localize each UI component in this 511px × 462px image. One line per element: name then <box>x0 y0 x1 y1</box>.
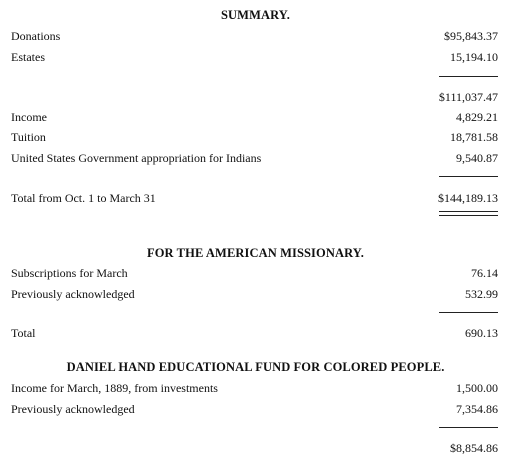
subtotal-rule <box>439 76 498 77</box>
summary-total-label: Total from Oct. 1 to March 31 <box>11 191 156 205</box>
hand-total-rule <box>439 427 498 428</box>
summary-total-rule <box>439 176 498 177</box>
missionary-total-label: Total <box>11 326 36 340</box>
hand-income-label: Income for March, 1889, from investments <box>11 381 218 395</box>
missionary-heading: FOR THE AMERICAN MISSIONARY. <box>147 246 364 260</box>
gov-appropriation-label: United States Government appropriation for Indians <box>11 151 262 165</box>
missionary-previous-amount: 532.99 <box>465 287 498 301</box>
donations-label: Donations <box>11 29 61 43</box>
donations-amount: $95,843.37 <box>444 29 498 43</box>
tuition-amount: 18,781.58 <box>450 130 498 144</box>
missionary-total-amount: 690.13 <box>465 326 498 340</box>
subtotal-amount: $111,037.47 <box>438 90 498 104</box>
summary-heading: SUMMARY. <box>221 8 290 22</box>
hand-previous-amount: 7,354.86 <box>456 402 498 416</box>
missionary-previous-label: Previously acknowledged <box>11 287 135 301</box>
hand-income-amount: 1,500.00 <box>456 381 498 395</box>
subscriptions-amount: 76.14 <box>471 266 498 280</box>
hand-total-amount: $8,854.86 <box>450 441 498 455</box>
summary-total-amount: $144,189.13 <box>438 191 498 205</box>
estates-label: Estates <box>11 50 45 64</box>
subscriptions-label: Subscriptions for March <box>11 266 128 280</box>
tuition-label: Tuition <box>11 130 46 144</box>
gov-appropriation-amount: 9,540.87 <box>456 151 498 165</box>
missionary-total-rule <box>439 312 498 313</box>
estates-amount: 15,194.10 <box>450 50 498 64</box>
hand-fund-heading: DANIEL HAND EDUCATIONAL FUND FOR COLORED PEOPLE. <box>66 360 445 374</box>
hand-previous-label: Previously acknowledged <box>11 402 135 416</box>
income-label: Income <box>11 110 47 124</box>
summary-double-rule <box>439 211 498 216</box>
income-amount: 4,829.21 <box>456 110 498 124</box>
